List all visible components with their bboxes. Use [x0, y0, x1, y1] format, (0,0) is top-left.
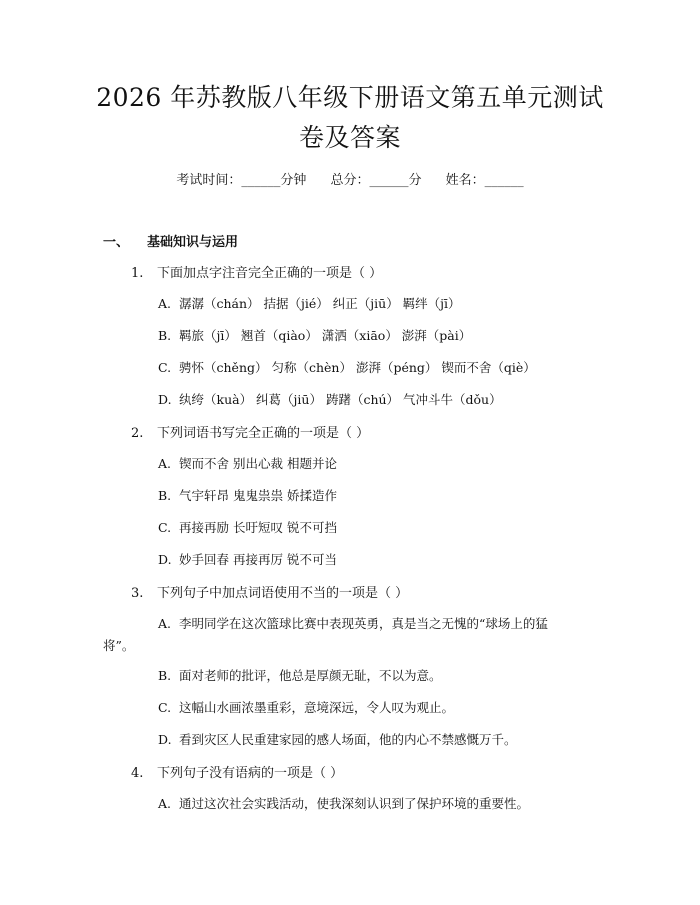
question-stem — [131, 582, 408, 601]
option-label: C. — [158, 700, 172, 715]
question-option — [158, 550, 337, 568]
question-number: 3. — [131, 586, 144, 601]
option-continuation: 将”。 — [103, 638, 135, 653]
section-title: 基础知识与运用 — [147, 235, 239, 250]
title-line-1: 2026 年苏教版八年级下册语文第五单元测试 — [96, 83, 604, 112]
question-text: 下面加点字注音完全正确的一项是（ ） — [157, 266, 383, 281]
question-option — [158, 326, 471, 344]
option-text: 气宇轩昂 鬼鬼祟祟 娇揉造作 — [179, 488, 337, 503]
section-number: 一、 — [103, 235, 130, 250]
option-text: 锲而不舍 别出心裁 相题并论 — [179, 456, 337, 471]
option-label: C. — [158, 360, 172, 375]
exam-time-field: 考试时间：______分钟 — [176, 173, 307, 188]
option-label: B. — [158, 328, 172, 343]
question-option — [158, 454, 337, 472]
question-number: 1. — [131, 266, 144, 281]
question-stem — [131, 262, 382, 281]
option-text: 李明同学在这次篮球比赛中表现英勇，真是当之无愧的“球场上的猛 — [179, 616, 548, 631]
option-text: 面对老师的批评，他总是厚颜无耻，不以为意。 — [179, 668, 442, 683]
student-name-field: 姓名：______ — [445, 173, 524, 188]
question-option — [158, 518, 337, 536]
question-number: 4. — [131, 766, 144, 781]
option-text: 纨绔（kuà） 纠葛（jiū） 踌躇（chú） 气冲斗牛（dǒu） — [179, 392, 502, 407]
option-label: A. — [158, 296, 172, 311]
question-option — [158, 486, 337, 504]
option-label: C. — [158, 520, 172, 535]
question-text: 下列句子中加点词语使用不当的一项是（ ） — [157, 586, 409, 601]
option-label: D. — [158, 392, 172, 407]
question-stem — [131, 762, 343, 781]
option-text: 骋怀（chěng） 匀称（chèn） 澎湃（péng） 锲而不舍（qiè） — [179, 360, 536, 375]
title-line-2: 卷及答案 — [298, 123, 401, 152]
option-text: 妙手回春 再接再厉 锐不可当 — [179, 552, 337, 567]
option-label: B. — [158, 488, 172, 503]
question-option — [158, 794, 529, 812]
option-label: A. — [158, 456, 172, 471]
question-option — [158, 666, 442, 684]
option-text: 再接再励 长吁短叹 锐不可挡 — [179, 520, 337, 535]
section-heading — [103, 231, 238, 250]
option-label: B. — [158, 668, 172, 683]
option-label: A. — [158, 796, 172, 811]
question-option — [158, 730, 517, 748]
question-option — [158, 390, 502, 408]
option-label: D. — [158, 732, 172, 747]
option-text: 潺潺（chán） 拮据（jié） 纠正（jiū） 羁绊（jī） — [179, 296, 461, 311]
question-option — [158, 614, 548, 632]
question-option — [158, 358, 536, 376]
option-label: A. — [158, 616, 172, 631]
option-text: 看到灾区人民重建家园的感人场面，他的内心不禁感慨万千。 — [179, 732, 517, 747]
document-title — [60, 78, 640, 158]
option-text: 羁旅（jī） 翘首（qiào） 潇洒（xiāo） 澎湃（pài） — [179, 328, 472, 343]
question-option — [158, 698, 454, 716]
question-option — [158, 294, 461, 312]
option-label: D. — [158, 552, 172, 567]
option-text: 通过这次社会实践活动，使我深刻认识到了保护环境的重要性。 — [179, 796, 530, 811]
question-stem — [131, 422, 369, 441]
option-text: 这幅山水画浓墨重彩，意境深远，令人叹为观止。 — [179, 700, 455, 715]
total-score-field: 总分：______分 — [330, 173, 422, 188]
question-text: 下列句子没有语病的一项是（ ） — [157, 766, 344, 781]
exam-info-line — [0, 169, 700, 188]
question-number: 2. — [131, 426, 144, 441]
question-text: 下列词语书写完全正确的一项是（ ） — [157, 426, 370, 441]
